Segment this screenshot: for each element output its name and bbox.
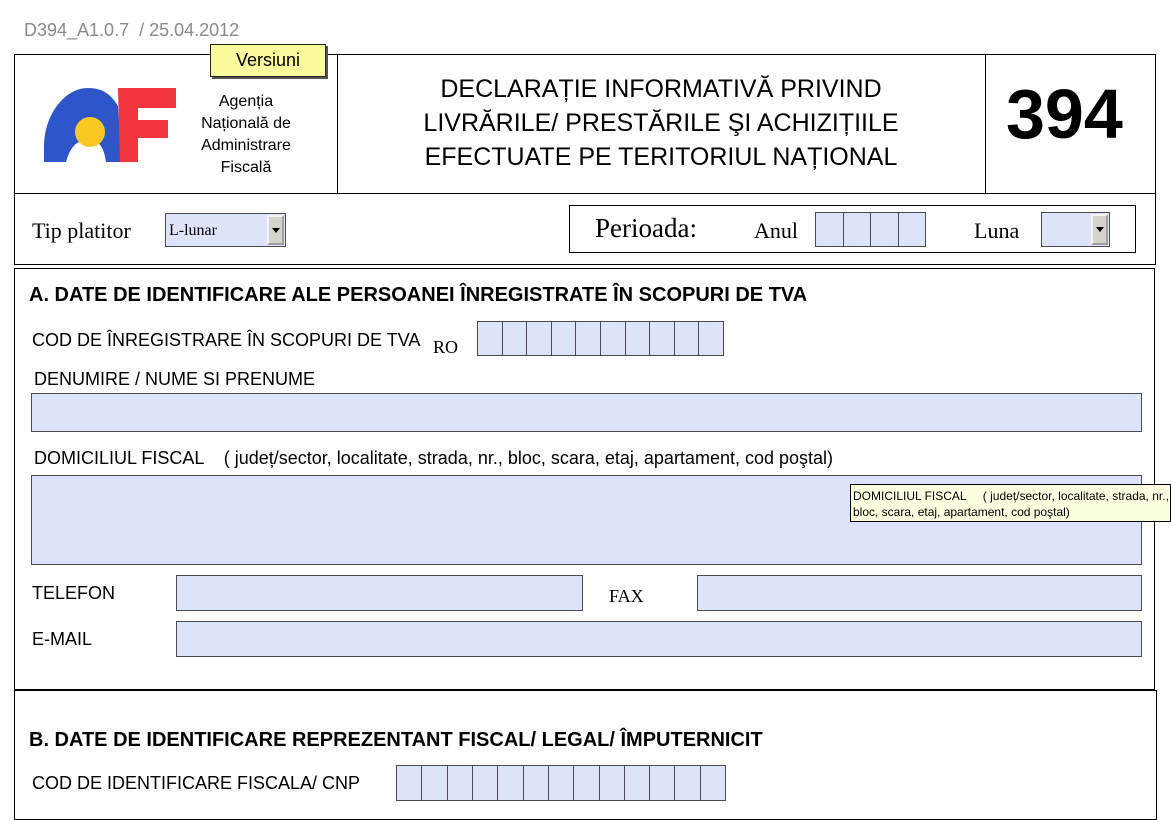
vat-digit-cell[interactable] xyxy=(503,322,528,355)
cnp-digit-cell[interactable] xyxy=(675,766,700,800)
form-title-line: LIVRĂRILE/ PRESTĂRILE ŞI ACHIZIȚIILE xyxy=(423,109,899,137)
agency-line: Agenția xyxy=(218,93,274,110)
header-divider-left xyxy=(337,54,338,194)
year-input[interactable] xyxy=(815,212,926,247)
triangle-down-icon xyxy=(272,228,280,233)
cnp-digit-cell[interactable] xyxy=(625,766,650,800)
cnp-digit-cell[interactable] xyxy=(448,766,473,800)
vat-digit-cell[interactable] xyxy=(626,322,651,355)
year-label: Anul xyxy=(754,218,798,243)
phone-label: TELEFON xyxy=(32,583,116,603)
year-digit-cell[interactable] xyxy=(844,213,872,246)
payer-type-value: L-lunar xyxy=(169,222,217,239)
payer-type-label: Tip platitor xyxy=(32,218,131,243)
address-tooltip: DOMICILIUL FISCAL ( județ/sector, localitate, strada, nr., bloc, scara, etaj, apartament, cod poştal) xyxy=(850,484,1171,522)
agency-line: Fiscală xyxy=(220,159,272,176)
fax-input[interactable] xyxy=(697,575,1142,611)
address-label: DOMICILIUL FISCAL ( județ/sector, localitate, strada, nr., bloc, scara, etaj, apartament, cod poştal) xyxy=(34,448,834,468)
name-label: DENUMIRE / NUME SI PRENUME xyxy=(34,369,316,389)
year-digit-cell[interactable] xyxy=(871,213,899,246)
form-title-line: DECLARAȚIE INFORMATIVĂ PRIVIND xyxy=(440,75,882,103)
phone-input[interactable] xyxy=(176,575,583,611)
header-divider-right xyxy=(985,54,986,194)
vat-digit-cell[interactable] xyxy=(675,322,700,355)
section-a-title: A. DATE DE IDENTIFICARE ALE PERSOANEI ÎNREGISTRATE ÎN SCOPURI DE TVA xyxy=(29,284,808,306)
cnp-digit-cell[interactable] xyxy=(650,766,675,800)
agency-name xyxy=(196,91,296,179)
ro-prefix: RO xyxy=(433,337,459,357)
vat-digit-cell[interactable] xyxy=(552,322,577,355)
form-version-code: D394_A1.0.7 / 25.04.2012 xyxy=(24,20,240,40)
form-title xyxy=(340,72,982,174)
period-label: Perioada: xyxy=(595,213,697,243)
form-title-line: EFECTUATE PE TERITORIUL NAȚIONAL xyxy=(424,143,898,171)
agency-line: Națională de xyxy=(201,115,291,132)
payer-type-dropdown-button[interactable] xyxy=(267,215,284,245)
cnp-digit-cell[interactable] xyxy=(473,766,498,800)
vat-digit-cell[interactable] xyxy=(650,322,675,355)
cnp-digit-cell[interactable] xyxy=(524,766,549,800)
year-digit-cell[interactable] xyxy=(816,213,844,246)
vat-code-label: COD DE ÎNREGISTRARE ÎN SCOPURI DE TVA xyxy=(32,330,421,350)
cnp-label: COD DE IDENTIFICARE FISCALA/ CNP xyxy=(32,773,361,793)
payer-type-select[interactable] xyxy=(165,213,286,247)
cnp-digit-cell[interactable] xyxy=(549,766,574,800)
section-b-title: B. DATE DE IDENTIFICARE REPREZENTANT FISCAL/ LEGAL/ ÎMPUTERNICIT xyxy=(29,729,763,751)
year-digit-cell[interactable] xyxy=(899,213,926,246)
anaf-logo xyxy=(42,82,182,166)
vat-digit-cell[interactable] xyxy=(527,322,552,355)
month-select[interactable] xyxy=(1041,212,1110,247)
month-dropdown-button[interactable] xyxy=(1091,214,1108,245)
agency-line: Administrare xyxy=(201,137,291,154)
vat-code-input[interactable] xyxy=(477,321,724,356)
cnp-digit-cell[interactable] xyxy=(397,766,422,800)
cnp-digit-cell[interactable] xyxy=(498,766,523,800)
versions-button[interactable]: Versiuni xyxy=(210,44,326,77)
cnp-digit-cell[interactable] xyxy=(574,766,599,800)
name-input[interactable] xyxy=(31,393,1142,432)
email-label: E-MAIL xyxy=(32,629,93,649)
triangle-down-icon xyxy=(1096,227,1104,232)
logo-red-shape xyxy=(118,88,176,162)
cnp-digit-cell[interactable] xyxy=(422,766,447,800)
cnp-digit-cell[interactable] xyxy=(600,766,625,800)
vat-digit-cell[interactable] xyxy=(699,322,723,355)
vat-digit-cell[interactable] xyxy=(478,322,503,355)
email-input[interactable] xyxy=(176,621,1142,657)
vat-digit-cell[interactable] xyxy=(576,322,601,355)
logo-yellow-circle xyxy=(75,117,105,147)
vat-digit-cell[interactable] xyxy=(601,322,626,355)
month-label: Luna xyxy=(974,218,1020,243)
form-number: 394 xyxy=(1006,75,1123,153)
cnp-digit-cell[interactable] xyxy=(701,766,725,800)
cnp-input[interactable] xyxy=(396,765,726,801)
fax-label: FAX xyxy=(609,586,644,606)
